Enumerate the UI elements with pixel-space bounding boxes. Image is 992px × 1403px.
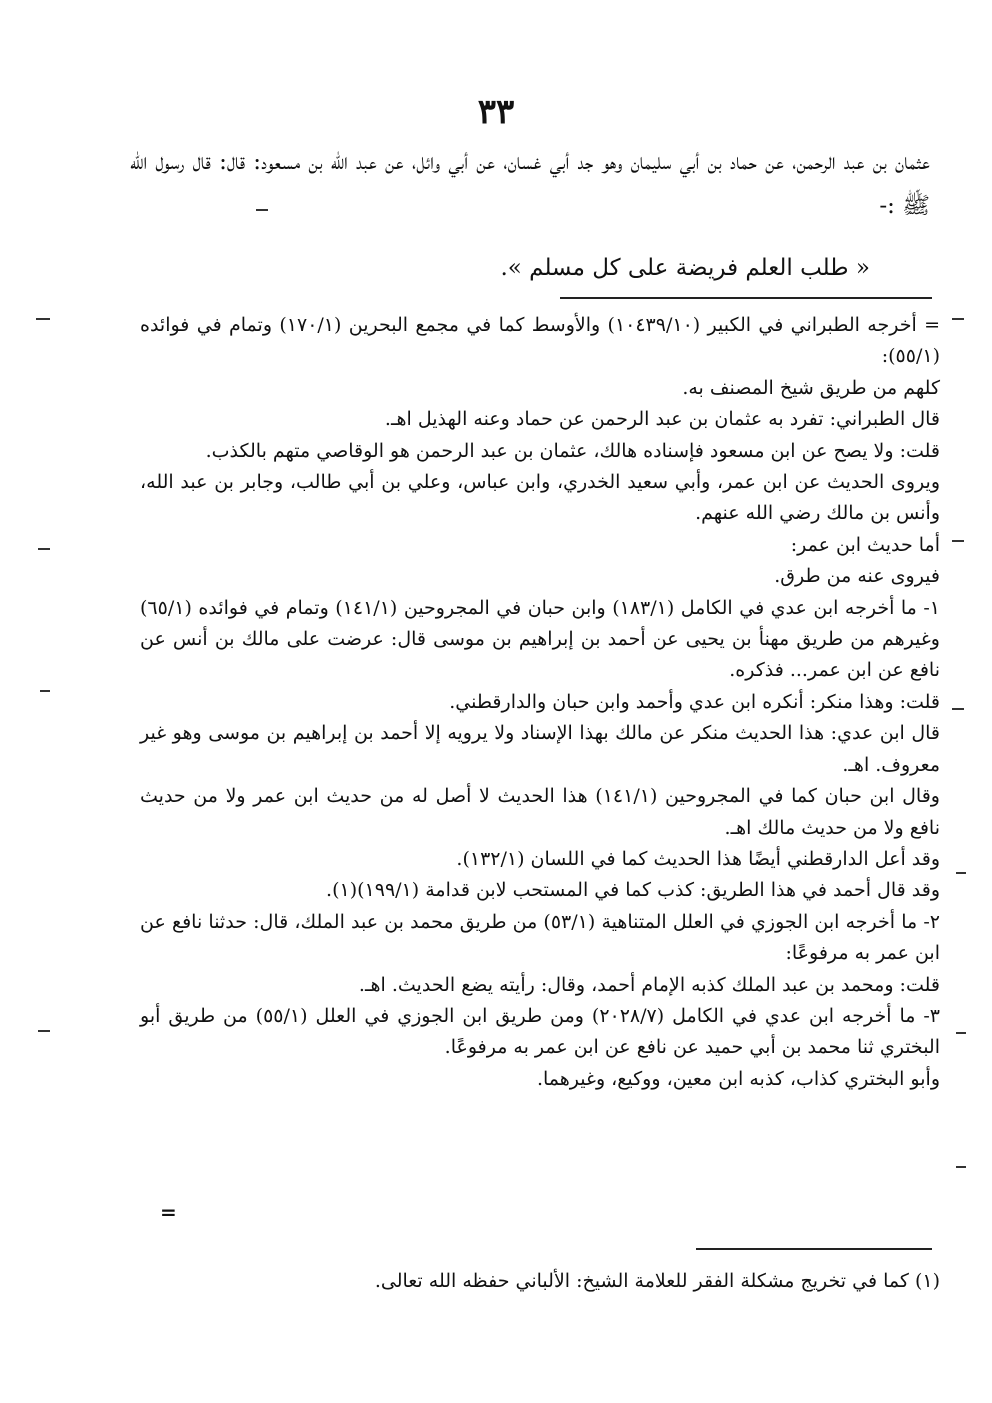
note-paragraph: فيروى عنه من طرق. [774, 565, 940, 588]
margin-mark [40, 690, 50, 692]
main-text-block [130, 140, 930, 290]
note-paragraph: قلت: ولا يصح عن ابن مسعود فإسناده هالك، عثمان بن عبد الرحمن هو الوقاصي متهم بالكذب. [205, 439, 940, 462]
continuation-mark: = [160, 1200, 177, 1224]
note-paragraph: وقد أعل الدارقطني أيضًا هذا الحديث كما في اللسان (١٣٢/١). [456, 847, 940, 870]
note-paragraph: كلهم من طريق شيخ المصنف به. [682, 376, 940, 399]
note-paragraph: قال الطبراني: تفرد به عثمان بن عبد الرحمن عن حماد وعنه الهذيل اهـ. [384, 408, 940, 431]
margin-mark [956, 872, 966, 874]
hadith-quote: « طلب العلم فريضة على كل مسلم ». [500, 255, 870, 281]
note-paragraph: قال ابن عدي: هذا الحديث منكر عن مالك بهذا الإسناد ولا يرويه إلا أحمد بن إبراهيم بن موسى وهو غير معروف. اهـ. [140, 722, 940, 776]
note-paragraph: = أخرجه الطبراني في الكبير (١٠٤٣٩/١٠) والأوسط كما في مجمع البحرين (١٧٠/١) وتمام في فوائده (٥٥/١): [140, 314, 940, 368]
margin-mark [952, 708, 964, 710]
note-paragraph: قلت: ومحمد بن عبد الملك كذبه الإمام أحمد، وقال: رأيته يضع الحديث. اهـ. [358, 973, 940, 996]
note-paragraph: ١- ما أخرجه ابن عدي في الكامل (١٨٣/١) وابن حبان في المجروحين (١٤١/١) وتمام في فوائده (٦٥/١) وغيرهم من طريق مهنأ بن يحيى عن أحمد بن إبراهيم بن موسى قال: عرضت على مالك بن أنس عن نافع عن ابن عمر... فذكره. [140, 596, 941, 682]
footnote-divider [696, 1248, 932, 1250]
main-notes-divider [560, 297, 932, 299]
page-number: ٣٣ [477, 92, 515, 132]
margin-mark [256, 209, 268, 211]
notes-block [140, 310, 940, 1095]
main-paragraph: عثمان بن عبد الرحمن، عن حماد بن أبي سليمان وهو جد أبي غسان، عن أبي وائل، عن عبد الله بن مسعود: قال: قال رسول الله ﷺ :- [130, 149, 930, 219]
note-paragraph: وقال ابن حبان كما في المجروحين (١٤١/١) هذا الحديث لا أصل له من حديث ابن عمر ولا من حديث نافع ولا من حديث مالك اهـ. [140, 785, 940, 839]
margin-mark [956, 1166, 966, 1168]
note-paragraph: وأبو البختري كذاب، كذبه ابن معين، ووكيع، وغيرهما. [536, 1067, 940, 1090]
note-paragraph: قلت: وهذا منكر: أنكره ابن عدي وأحمد وابن حبان والدارقطني. [449, 690, 940, 713]
footnote-block [140, 1266, 940, 1296]
margin-mark [952, 318, 964, 320]
margin-mark [38, 548, 50, 550]
margin-mark [952, 540, 964, 542]
note-paragraph: وقد قال أحمد في هذا الطريق: كذب كما في المستحب لابن قدامة (١٩٩/١)(١). [326, 879, 940, 902]
note-paragraph: ٣- ما أخرجه ابن عدي في الكامل (٢٠٢٨/٧) ومن طريق ابن الجوزي في العلل (٥٥/١) من طريق أبو البختري ثنا محمد بن أبي حميد عن نافع عن ابن عمر به مرفوعًا. [140, 1004, 941, 1059]
margin-mark [38, 1030, 50, 1032]
note-paragraph: ٢- ما أخرجه ابن الجوزي في العلل المتناهية (٥٣/١) من طريق محمد بن عبد الملك، قال: حدثنا نافع عن ابن عمر به مرفوعًا: [140, 910, 940, 965]
margin-mark [36, 318, 50, 320]
note-paragraph: أما حديث ابن عمر: [790, 533, 940, 556]
footnote-paragraph: (١) كما في تخريج مشكلة الفقر للعلامة الشيخ: الألباني حفظه الله تعالى. [374, 1270, 940, 1292]
margin-mark [956, 1032, 966, 1034]
note-paragraph: ويروى الحديث عن ابن عمر، وأبي سعيد الخدري، وابن عباس، وعلي بن أبي طالب، وجابر بن عبد الله، وأنس بن مالك رضي الله عنهم. [140, 471, 940, 525]
